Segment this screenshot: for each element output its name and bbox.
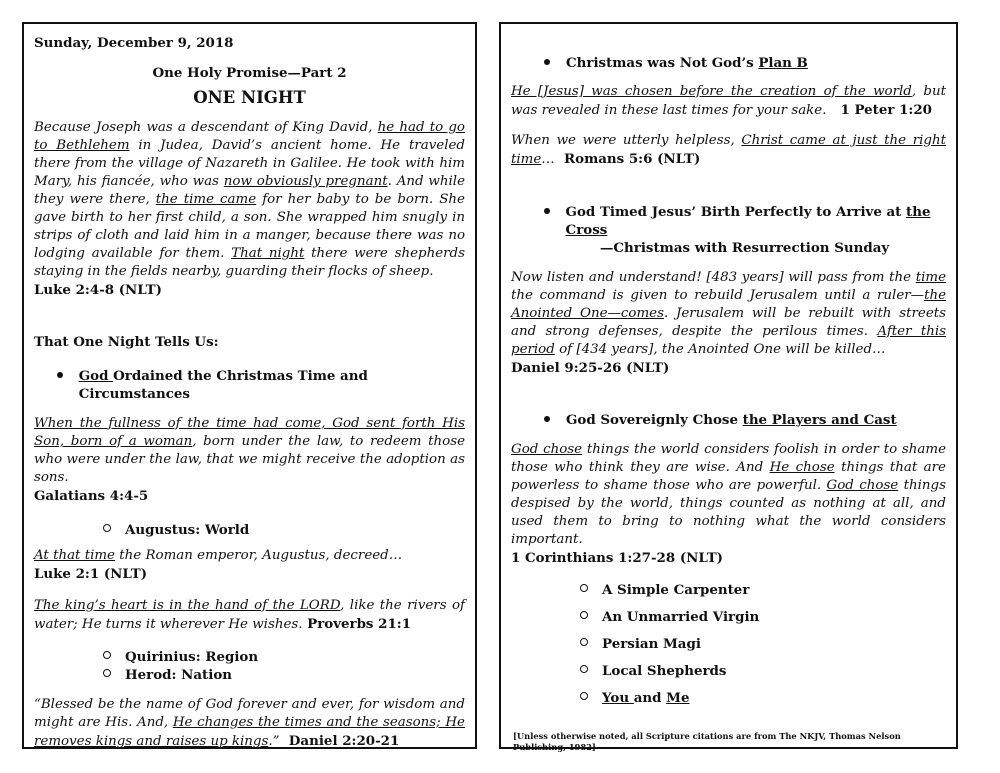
passage-text: the Roman emperor, Augustus, decreed… — [115, 548, 403, 563]
sub-point-text: Augustus: World — [125, 522, 250, 538]
daniel-2-passage — [34, 696, 465, 751]
passage-underline: When the fullness of the time had come, God sent forth His Son, born of a woman — [34, 416, 465, 449]
passage-text: for her baby to be born. She gave birth to her first child, a son. She wrapped him snugly in strips of cloth and laid him in a manger, because there was no lodging available for them. — [34, 192, 465, 261]
passage-underline: After this period — [511, 324, 947, 357]
section-heading: That One Night Tells Us: — [34, 334, 219, 350]
scripture-reference: 1 Peter 1:20 — [826, 102, 932, 118]
point-underline: God — [78, 368, 114, 384]
list-item-text: and — [633, 690, 667, 706]
list-item — [580, 608, 946, 626]
list-item — [580, 662, 946, 680]
passage-text: , but was revealed in these last times for your sake. — [511, 84, 946, 118]
passage-text: , born under the law, to redeem those who were under the law, that we might receive the adoption as sons. — [34, 434, 465, 485]
list-item — [580, 581, 946, 599]
circle-bullet-icon — [103, 669, 111, 677]
passage-underline: Christ came at just the right time — [511, 133, 946, 167]
passage-text: , like the rivers of water; He turns it wherever He wishes. — [34, 598, 466, 632]
point-plan-b — [511, 54, 946, 72]
scripture-reference: Daniel 9:25-26 (NLT) — [511, 360, 670, 376]
passage-underline: he had to go to Bethlehem — [34, 120, 465, 153]
series-title: One Holy Promise—Part 2 — [152, 65, 347, 81]
passage-text: the command is given to rebuild Jerusalem until a ruler— — [511, 288, 925, 303]
list-item-text: Local Shepherds — [602, 663, 727, 679]
point-god-ordained — [34, 367, 465, 403]
bullet-icon — [544, 59, 550, 65]
scripture-reference: Luke 2:4-8 (NLT) — [34, 282, 162, 298]
passage-text: things despised by the world, things counted as nothing at all, and used them to bring to nothing what the world considers important. — [511, 478, 946, 547]
passage-text: .” — [268, 734, 280, 749]
passage-text: … — [541, 152, 555, 167]
sub-point-augustus — [34, 521, 465, 539]
list-item-text: An Unmarried Virgin — [602, 609, 760, 625]
players-list — [511, 581, 946, 707]
passage-underline: He [Jesus] was chosen before the creation of the world — [511, 84, 912, 99]
bullet-icon — [544, 208, 550, 214]
list-item-text: A Simple Carpenter — [602, 582, 750, 598]
circle-bullet-icon — [580, 692, 588, 700]
passage-underline: God chose — [826, 478, 899, 493]
point-timed-birth — [511, 203, 946, 239]
passage-text: Because Joseph was a descendant of King David, — [34, 120, 378, 135]
scripture-reference: Romans 5:6 (NLT) — [554, 151, 701, 167]
point-text: Ordained the Christmas Time and Circumstances — [78, 368, 368, 402]
point-players-cast — [511, 411, 946, 429]
point-underline: the Cross — [565, 204, 931, 238]
passage-text: “Blessed be the name of God forever and ever, for wisdom and might are His. And, — [34, 697, 465, 730]
scripture-reference: Luke 2:1 (NLT) — [34, 566, 148, 582]
corinthians-passage — [511, 441, 946, 549]
scripture-reference: Daniel 2:20-21 — [279, 733, 400, 749]
passage-underline: He changes the times and the seasons; He removes kings and raises up kings — [34, 715, 465, 749]
point-text: God Sovereignly Chose — [566, 412, 743, 428]
point-underline: the Players and Cast — [742, 412, 897, 428]
passage-underline: God chose — [511, 442, 583, 457]
right-page — [499, 22, 958, 752]
luke-2-1-passage — [34, 547, 465, 565]
point-text: Christmas was Not God’s — [566, 55, 759, 71]
circle-bullet-icon — [103, 651, 111, 659]
passage-text: . And while they were there, — [34, 174, 466, 207]
passage-underline: now obviously pregnant — [223, 174, 388, 189]
sub-point-quirinius — [34, 648, 465, 666]
passage-text: Now listen and understand! [483 years] will pass from the — [511, 270, 916, 285]
passage-text: . Jerusalem will be rebuilt with streets and strong defenses, despite the perilous times. — [511, 306, 946, 339]
scripture-reference: Galatians 4:4-5 — [34, 488, 149, 504]
list-item-text: Persian Magi — [602, 636, 701, 652]
galatians-passage — [34, 415, 465, 487]
passage-underline: He chose — [769, 460, 835, 475]
passage-text: When we were utterly helpless, — [511, 133, 742, 148]
bullet-icon — [57, 372, 63, 378]
sub-point-text: Herod: Nation — [125, 667, 232, 683]
passage-underline: time — [915, 270, 946, 285]
circle-bullet-icon — [580, 584, 588, 592]
passage-underline: The king’s heart is in the hand of the LORD — [34, 598, 341, 613]
point-underline: Plan B — [758, 55, 808, 71]
passage-text: in Judea, David’s ancient home. He traveled there from the village of Nazareth in Galilee. He took with him Mary, his fiancée, who was — [34, 138, 465, 189]
bullet-icon — [544, 416, 550, 422]
list-underline: Me — [666, 690, 690, 706]
list-underline: You — [602, 690, 634, 706]
passage-text: things the world considers foolish in order to shame those who think they are wise. And — [511, 442, 946, 475]
passage-text: of [434 years], the Anointed One will be killed… — [554, 342, 886, 357]
circle-bullet-icon — [103, 524, 111, 532]
sub-point-text: Quirinius: Region — [125, 649, 259, 665]
circle-bullet-icon — [580, 665, 588, 673]
daniel-9-passage — [511, 269, 946, 359]
proverbs-passage — [34, 597, 465, 634]
peter-passage — [511, 83, 946, 120]
passage-underline: the Anointed One—comes — [511, 288, 946, 321]
passage-underline: That night — [231, 246, 305, 261]
list-item — [580, 635, 946, 653]
left-page — [22, 22, 477, 749]
point-text: God Timed Jesus’ Birth Perfectly to Arrive at — [565, 204, 907, 220]
passage-underline: At that time — [34, 548, 115, 563]
passage-underline: the time came — [155, 192, 257, 207]
romans-passage — [511, 132, 946, 169]
scripture-reference: 1 Corinthians 1:27-28 (NLT) — [511, 550, 724, 566]
sub-point-herod — [34, 666, 465, 684]
scripture-reference: Proverbs 21:1 — [302, 616, 412, 632]
passage-text: there were shepherds staying in the fields nearby, guarding their flocks of sheep. — [34, 246, 465, 279]
citation-footnote: [Unless otherwise noted, all Scripture citations are from The NKJV, Thomas Nelson Publishing, 1982] — [513, 731, 901, 752]
sermon-date: Sunday, December 9, 2018 — [34, 35, 234, 51]
circle-bullet-icon — [580, 611, 588, 619]
circle-bullet-icon — [580, 638, 588, 646]
passage-text: things that are powerless to shame those who are powerful. — [511, 460, 946, 493]
point-subtitle: —Christmas with Resurrection Sunday — [600, 240, 890, 256]
list-item — [580, 689, 946, 707]
luke-passage — [34, 119, 465, 281]
sermon-title: ONE NIGHT — [193, 88, 306, 107]
